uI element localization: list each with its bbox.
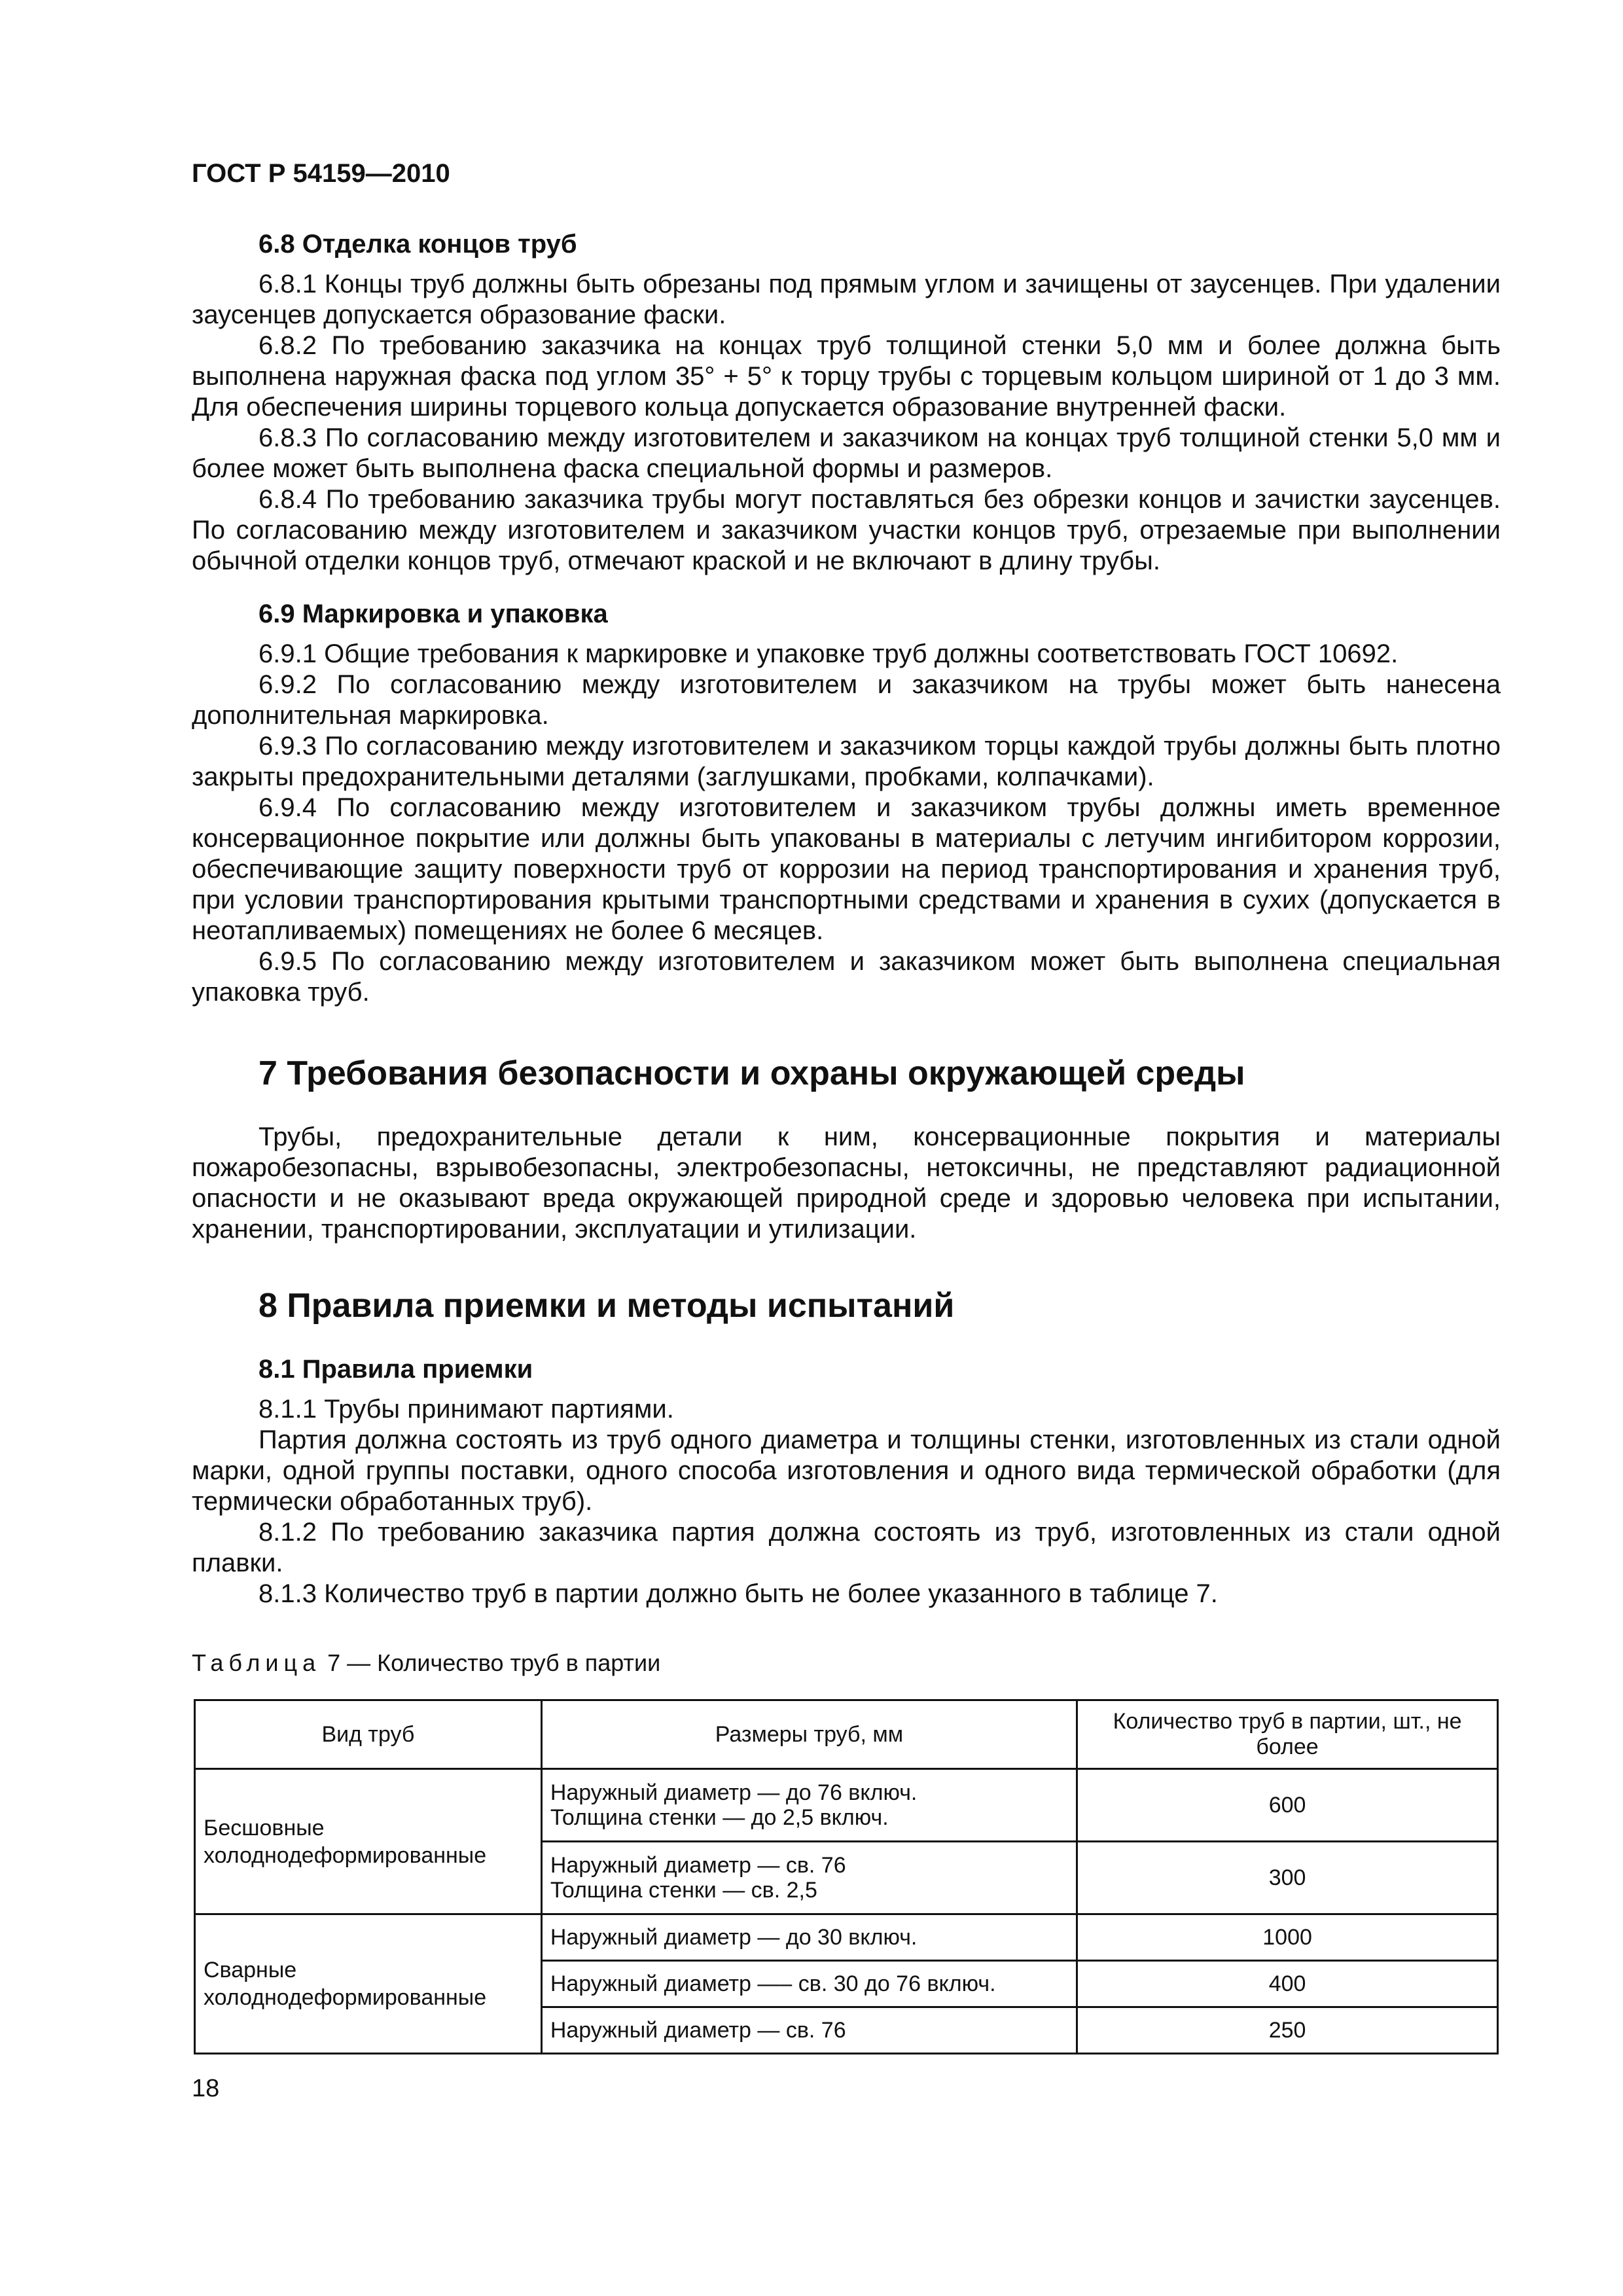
table-cell-kind-seamless: Бесшовные холоднодеформированные xyxy=(195,1769,542,1914)
table-cell-qty: 400 xyxy=(1077,1961,1498,2007)
table-row xyxy=(195,1769,1498,1842)
column-header-qty: Количество труб в партии, шт., не более xyxy=(1077,1700,1498,1769)
paragraph-6-8-4: 6.8.4 По требованию заказчика трубы могут поставляться без обрезки концов и зачистки заусенцев. По согласованию между изготовителем и заказчиком участки концов труб, отрезаемые при выполнении обычной отделки концов труб, отмечают краской и не включают в длину трубы. xyxy=(192,485,1501,575)
section-7 xyxy=(192,1054,1501,1245)
table-7 xyxy=(194,1699,1499,2054)
paragraph-6-9-5: 6.9.5 По согласованию между изготовителем и заказчиком может быть выполнена специальная упаковка труб. xyxy=(192,947,1501,1007)
table-cell-kind-welded: Сварные холоднодеформированные xyxy=(195,1914,542,2054)
section-6-9-title: 6.9 Маркировка и упаковка xyxy=(259,600,608,628)
table-row xyxy=(195,1914,1498,1961)
section-7-title: 7 Требования безопасности и охраны окружающей среды xyxy=(259,1054,1245,1092)
paragraph-8-1-2: 8.1.2 По требованию заказчика партия должна состоять из труб, изготовленных из стали одной плавки. xyxy=(192,1518,1501,1577)
table-cell-size: Наружный диаметр —– св. 30 до 76 включ. xyxy=(541,1961,1077,2007)
table-cell-size xyxy=(541,1769,1077,1842)
size-line: Толщина стенки — св. 2,5 xyxy=(550,1878,817,1903)
column-header-size: Размеры труб, мм xyxy=(541,1700,1077,1769)
size-line: Наружный диаметр — св. 76 xyxy=(550,1853,846,1878)
section-8-1-title: 8.1 Правила приемки xyxy=(259,1355,533,1384)
paragraph-8-1-1-batch: Партия должна состоять из труб одного диаметра и толщины стенки, изготовленных из стали одной марки, одной группы поставки, одного способа изготовления и одного вида термической обработки (для термически обработанных труб). xyxy=(192,1426,1501,1516)
table-cell-qty: 250 xyxy=(1077,2007,1498,2054)
table-cell-qty: 600 xyxy=(1077,1769,1498,1842)
section-6-8 xyxy=(192,229,1501,577)
table-cell-size xyxy=(541,1842,1077,1914)
section-6-8-title: 6.8 Отделка концов труб xyxy=(259,230,577,259)
size-line: Толщина стенки — до 2,5 включ. xyxy=(550,1805,889,1830)
section-8 xyxy=(192,1286,1501,1609)
paragraph-8-1-1: 8.1.1 Трубы принимают партиями. xyxy=(259,1395,674,1424)
table-7-caption xyxy=(192,1649,660,1677)
section-6-9 xyxy=(192,599,1501,1008)
paragraph-6-9-2: 6.9.2 По согласованию между изготовителем и заказчиком на трубы может быть нанесена дополнительная маркировка. xyxy=(192,670,1501,730)
paragraph-6-9-1: 6.9.1 Общие требования к маркировке и упаковке труб должны соответствовать ГОСТ 10692. xyxy=(259,639,1399,668)
paragraph-6-8-3: 6.8.3 По согласованию между изготовителем и заказчиком на концах труб толщиной стенки 5,0 мм и более может быть выполнена фаска специальной формы и размеров. xyxy=(192,423,1501,483)
table-7-caption-text: 7 — Количество труб в партии xyxy=(321,1649,661,1676)
paragraph-6-9-3: 6.9.3 По согласованию между изготовителем и заказчиком торцы каждой трубы должны быть плотно закрыты предохранительными деталями (заглушками, пробками, колпачками). xyxy=(192,732,1501,791)
table-cell-size: Наружный диаметр — до 30 включ. xyxy=(541,1914,1077,1961)
table-cell-qty: 300 xyxy=(1077,1842,1498,1914)
paragraph-8-1-3: 8.1.3 Количество труб в партии должно быть не более указанного в таблице 7. xyxy=(259,1579,1218,1608)
table-cell-qty: 1000 xyxy=(1077,1914,1498,1961)
paragraph-6-8-2: 6.8.2 По требованию заказчика на концах труб толщиной стенки 5,0 мм и более должна быть выполнена наружная фаска под углом 35° + 5° к торцу трубы с торцевым кольцом шириной от 1 до 3 мм. Для обеспечения ширины торцевого кольца допускается образование внутренней фаски. xyxy=(192,331,1501,422)
table-header-row xyxy=(195,1700,1498,1769)
document-header-id: ГОСТ Р 54159—2010 xyxy=(192,159,450,188)
paragraph-6-8-1: 6.8.1 Концы труб должны быть обрезаны под прямым углом и зачищены от заусенцев. При удалении заусенцев допускается образование фаски. xyxy=(192,270,1501,329)
paragraph-6-9-4: 6.9.4 По согласованию между изготовителем и заказчиком трубы должны иметь временное консервационное покрытие или должны быть упакованы в материалы с летучим ингибитором коррозии, обеспечивающие защиту поверхности труб от коррозии на период транспортирования и хранения труб, при условии транспортирования крытыми транспортными средствами и хранения в сухих (допускается в неотапливаемых) помещениях не более 6 месяцев. xyxy=(192,793,1501,945)
page-number: 18 xyxy=(192,2075,220,2102)
size-line: Наружный диаметр — до 76 включ. xyxy=(550,1780,918,1805)
section-8-title: 8 Правила приемки и методы испытаний xyxy=(259,1287,955,1325)
table-cell-size: Наружный диаметр — св. 76 xyxy=(541,2007,1077,2054)
column-header-kind: Вид труб xyxy=(195,1700,542,1769)
table-7-caption-label: Таблица xyxy=(192,1649,321,1676)
paragraph-7: Трубы, предохранительные детали к ним, консервационные покрытия и материалы пожаробезопасны, взрывобезопасны, электробезопасны, нетоксичны, не представляют радиационной опасности и не оказывают вреда окружающей природной среде и здоровью человека при испытании, хранении, транспортировании, эксплуатации и утилизации. xyxy=(192,1122,1501,1244)
